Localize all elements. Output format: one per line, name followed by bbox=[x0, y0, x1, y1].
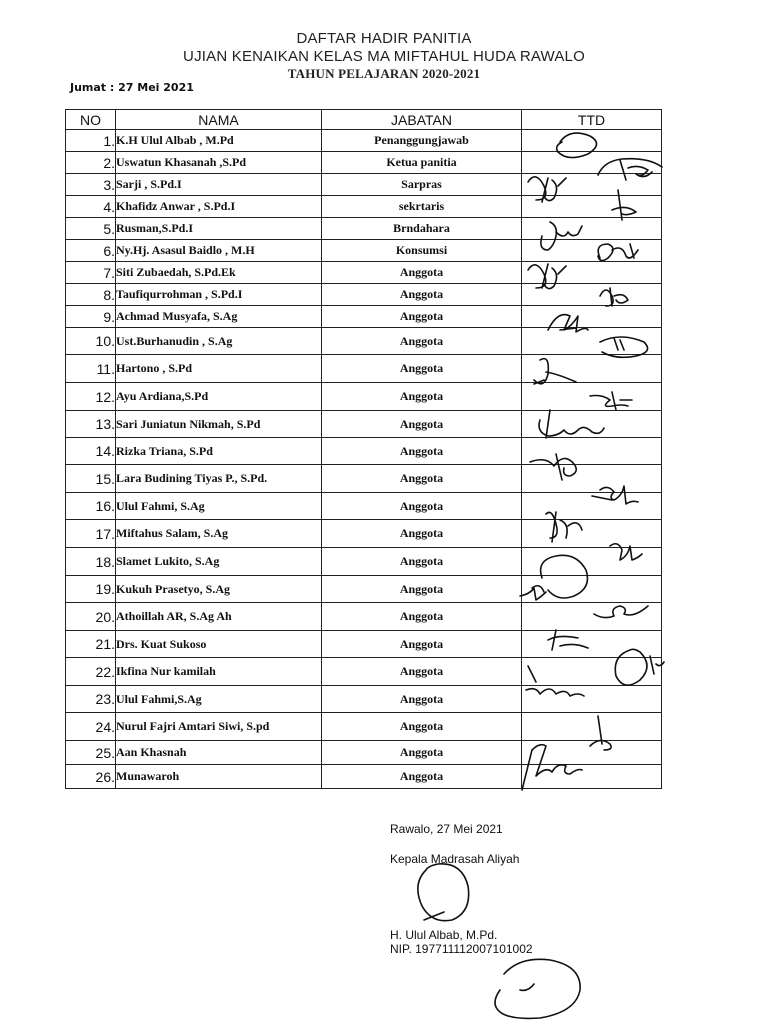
table-row bbox=[66, 465, 662, 493]
row-signature-cell bbox=[522, 411, 662, 438]
row-name: Ulul Fahmi,S.Ag bbox=[116, 686, 322, 713]
row-name: Ust.Burhanudin , S.Ag bbox=[116, 328, 322, 355]
row-number: 13. bbox=[66, 411, 116, 438]
table-row bbox=[66, 240, 662, 262]
row-name: Rusman,S.Pd.I bbox=[116, 218, 322, 240]
row-name: Munawaroh bbox=[116, 765, 322, 789]
row-signature-cell bbox=[522, 240, 662, 262]
table-row bbox=[66, 631, 662, 658]
row-number: 5. bbox=[66, 218, 116, 240]
row-position: Anggota bbox=[322, 306, 522, 328]
header-nama: NAMA bbox=[116, 110, 322, 130]
row-number: 21. bbox=[66, 631, 116, 658]
header-ttd: TTD bbox=[522, 110, 662, 130]
table-row bbox=[66, 174, 662, 196]
row-signature-cell bbox=[522, 328, 662, 355]
row-position: Anggota bbox=[322, 383, 522, 411]
row-position: Anggota bbox=[322, 686, 522, 713]
table-row bbox=[66, 328, 662, 355]
header-no: NO bbox=[66, 110, 116, 130]
row-name: Miftahus Salam, S.Ag bbox=[116, 520, 322, 548]
row-signature-cell bbox=[522, 130, 662, 152]
row-number: 17. bbox=[66, 520, 116, 548]
row-name: Ulul Fahmi, S.Ag bbox=[116, 493, 322, 520]
row-signature-cell bbox=[522, 262, 662, 284]
row-position: Anggota bbox=[322, 603, 522, 631]
row-number: 4. bbox=[66, 196, 116, 218]
table-row bbox=[66, 196, 662, 218]
row-name: Hartono , S.Pd bbox=[116, 355, 322, 383]
row-name: Lara Budining Tiyas P., S.Pd. bbox=[116, 465, 322, 493]
row-number: 7. bbox=[66, 262, 116, 284]
table-row bbox=[66, 713, 662, 741]
table-row bbox=[66, 411, 662, 438]
row-signature-cell bbox=[522, 686, 662, 713]
row-signature-cell bbox=[522, 355, 662, 383]
row-position: Anggota bbox=[322, 262, 522, 284]
date-line: Jumat : 27 Mei 2021 bbox=[70, 81, 194, 94]
row-number: 3. bbox=[66, 174, 116, 196]
row-number: 14. bbox=[66, 438, 116, 465]
row-number: 19. bbox=[66, 576, 116, 603]
principal-nip: NIP. 197711112007101002 bbox=[390, 942, 533, 956]
table-row bbox=[66, 765, 662, 789]
row-name: Sari Juniatun Nikmah, S.Pd bbox=[116, 411, 322, 438]
row-signature-cell bbox=[522, 152, 662, 174]
row-position: Sarpras bbox=[322, 174, 522, 196]
principal-name: H. Ulul Albab, M.Pd. bbox=[390, 928, 498, 942]
row-position: Anggota bbox=[322, 576, 522, 603]
row-signature-cell bbox=[522, 196, 662, 218]
row-position: Anggota bbox=[322, 548, 522, 576]
row-name: K.H Ulul Albab , M.Pd bbox=[116, 130, 322, 152]
header-jabatan: JABATAN bbox=[322, 110, 522, 130]
row-position: Anggota bbox=[322, 765, 522, 789]
row-position: Anggota bbox=[322, 411, 522, 438]
table-row bbox=[66, 493, 662, 520]
row-number: 2. bbox=[66, 152, 116, 174]
row-signature-cell bbox=[522, 576, 662, 603]
row-number: 18. bbox=[66, 548, 116, 576]
row-position: Anggota bbox=[322, 493, 522, 520]
row-signature-cell bbox=[522, 465, 662, 493]
row-signature-cell bbox=[522, 284, 662, 306]
row-signature-cell bbox=[522, 493, 662, 520]
table-row bbox=[66, 218, 662, 240]
table-row bbox=[66, 284, 662, 306]
row-name: Nurul Fajri Amtari Siwi, S.pd bbox=[116, 713, 322, 741]
table-row bbox=[66, 152, 662, 174]
document-title: DAFTAR HADIR PANITIA bbox=[296, 30, 472, 47]
row-position: Anggota bbox=[322, 328, 522, 355]
row-position: Anggota bbox=[322, 713, 522, 741]
table-row bbox=[66, 438, 662, 465]
table-row bbox=[66, 355, 662, 383]
row-position: Penanggungjawab bbox=[322, 130, 522, 152]
row-name: Taufiqurrohman , S.Pd.I bbox=[116, 284, 322, 306]
academic-year: TAHUN PELAJARAN 2020-2021 bbox=[287, 66, 481, 81]
principal-position: Kepala Madrasah Aliyah bbox=[390, 852, 520, 866]
row-number: 24. bbox=[66, 713, 116, 741]
row-name: Rizka Triana, S.Pd bbox=[116, 438, 322, 465]
row-signature-cell bbox=[522, 438, 662, 465]
row-position: Anggota bbox=[322, 465, 522, 493]
row-position: Konsumsi bbox=[322, 240, 522, 262]
place-date: Rawalo, 27 Mei 2021 bbox=[390, 822, 503, 836]
row-number: 8. bbox=[66, 284, 116, 306]
row-name: Slamet Lukito, S.Ag bbox=[116, 548, 322, 576]
row-name: Aan Khasnah bbox=[116, 741, 322, 765]
row-signature-cell bbox=[522, 548, 662, 576]
row-number: 25. bbox=[66, 741, 116, 765]
attendance-table bbox=[65, 109, 662, 789]
row-position: Anggota bbox=[322, 741, 522, 765]
row-number: 23. bbox=[66, 686, 116, 713]
table-row bbox=[66, 603, 662, 631]
row-number: 15. bbox=[66, 465, 116, 493]
row-name: Athoillah AR, S.Ag Ah bbox=[116, 603, 322, 631]
row-position: Anggota bbox=[322, 355, 522, 383]
row-number: 12. bbox=[66, 383, 116, 411]
row-signature-cell bbox=[522, 218, 662, 240]
row-position: Anggota bbox=[322, 658, 522, 686]
row-signature-cell bbox=[522, 713, 662, 741]
row-position: Anggota bbox=[322, 284, 522, 306]
row-number: 16. bbox=[66, 493, 116, 520]
row-position: Anggota bbox=[322, 438, 522, 465]
row-name: Ny.Hj. Asasul Baidlo , M.H bbox=[116, 240, 322, 262]
row-name: Achmad Musyafa, S.Ag bbox=[116, 306, 322, 328]
row-signature-cell bbox=[522, 631, 662, 658]
row-signature-cell bbox=[522, 306, 662, 328]
row-position: Brndahara bbox=[322, 218, 522, 240]
row-signature-cell bbox=[522, 174, 662, 196]
row-name: Drs. Kuat Sukoso bbox=[116, 631, 322, 658]
table-row bbox=[66, 686, 662, 713]
table-row bbox=[66, 548, 662, 576]
row-name: Sarji , S.Pd.I bbox=[116, 174, 322, 196]
row-name: Khafidz Anwar , S.Pd.I bbox=[116, 196, 322, 218]
row-position: sekrtaris bbox=[322, 196, 522, 218]
table-row bbox=[66, 130, 662, 152]
row-name: Ayu Ardiana,S.Pd bbox=[116, 383, 322, 411]
row-number: 1. bbox=[66, 130, 116, 152]
table-header-row bbox=[66, 110, 662, 130]
row-number: 26. bbox=[66, 765, 116, 789]
table-row bbox=[66, 306, 662, 328]
document-subtitle: UJIAN KENAIKAN KELAS MA MIFTAHUL HUDA RAWALO bbox=[183, 48, 585, 65]
row-number: 6. bbox=[66, 240, 116, 262]
row-number: 9. bbox=[66, 306, 116, 328]
row-position: Anggota bbox=[322, 631, 522, 658]
row-name: Siti Zubaedah, S.Pd.Ek bbox=[116, 262, 322, 284]
row-position: Ketua panitia bbox=[322, 152, 522, 174]
row-name: Kukuh Prasetyo, S.Ag bbox=[116, 576, 322, 603]
table-row bbox=[66, 383, 662, 411]
row-signature-cell bbox=[522, 741, 662, 765]
row-signature-cell bbox=[522, 603, 662, 631]
row-signature-cell bbox=[522, 658, 662, 686]
row-signature-cell bbox=[522, 383, 662, 411]
table-row bbox=[66, 741, 662, 765]
row-signature-cell bbox=[522, 765, 662, 789]
row-name: Ikfina Nur kamilah bbox=[116, 658, 322, 686]
row-position: Anggota bbox=[322, 520, 522, 548]
row-number: 10. bbox=[66, 328, 116, 355]
table-row bbox=[66, 520, 662, 548]
table-row bbox=[66, 576, 662, 603]
row-number: 11. bbox=[66, 355, 116, 383]
table-row bbox=[66, 658, 662, 686]
table-row bbox=[66, 262, 662, 284]
row-name: Uswatun Khasanah ,S.Pd bbox=[116, 152, 322, 174]
row-number: 22. bbox=[66, 658, 116, 686]
row-number: 20. bbox=[66, 603, 116, 631]
row-signature-cell bbox=[522, 520, 662, 548]
